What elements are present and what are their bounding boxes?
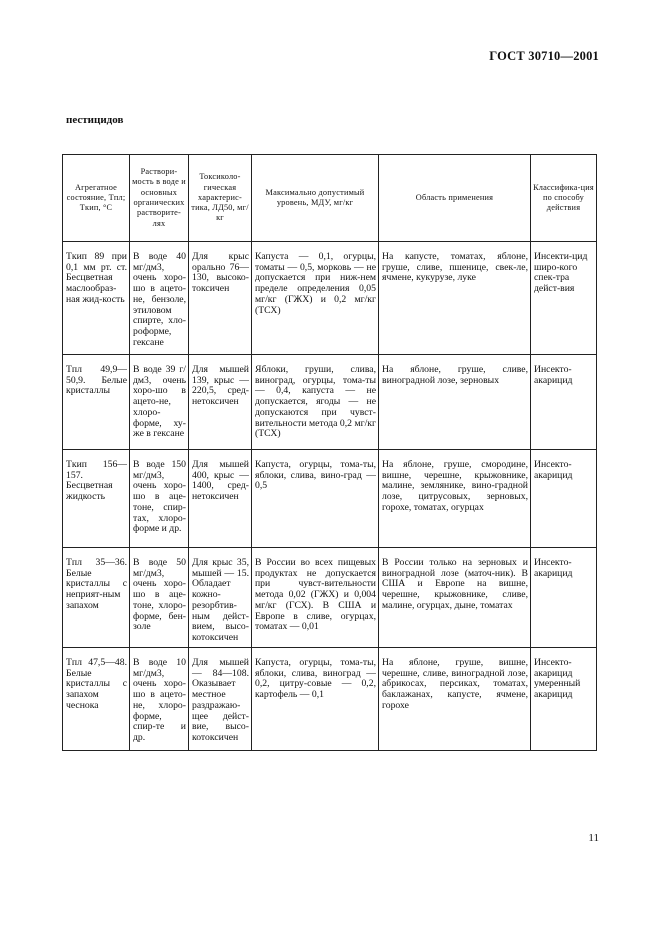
cell-solubility: В воде 10 мг/дм3, очень хоро-шо в ацето-не, хлоро-форме, спир-те и др.	[130, 648, 189, 751]
section-title: пестицидов	[66, 114, 124, 126]
cell-state: Tпл 47,5—48. Белые кристаллы с запахом чеснока	[63, 648, 130, 751]
col-header-classification: Классифика-ция по способу действия	[531, 155, 597, 242]
cell-solubility: В воде 50 мг/дм3, очень хоро-шо в аце-тоне, хлоро-форме, бен-золе	[130, 548, 189, 648]
cell-toxicity: Для мышей 139, крыс — 220,5, сред-нетоксичен	[189, 355, 252, 450]
cell-classification: Инсекто-акарицид	[531, 355, 597, 450]
cell-classification: Инсекто-акарицид	[531, 450, 597, 548]
cell-application: На яблоне, груше, смородине, вишне, черешне, крыжовнике, малине, землянике, вино-градной лозе, цитрусовых, зерновых, горохе, томатах, огурцах	[379, 450, 531, 548]
cell-mdu: Яблоки, груши, слива, виноград, огурцы, тома-ты — 0,4, капуста — не допускается, ягоды — не допускаются при чувст-вительности метода 0,2 мг/кг (ТСХ)	[252, 355, 379, 450]
cell-state: Tпл 35—36. Белые кристаллы с неприят-ным запахом	[63, 548, 130, 648]
cell-application: На капусте, томатах, яблоне, груше, сливе, пшенице, свек-ле, ячмене, кукурузе, луке	[379, 242, 531, 355]
cell-application: На яблоне, груше, вишне, черешне, сливе, виноградной лозе, абрикосах, персиках, томатах, баклажанах, капусте, ячмене, горохе	[379, 648, 531, 751]
col-header-toxicity: Токсиколо-гическая характерис-тика, ЛД50, мг/кг	[189, 155, 252, 242]
cell-application: В России только на зерновых и виноградной лозе (маточ-ник). В США и Европе на вишне, черешне, крыжовнике, сливе, малине, огурцах, дыне, томатах	[379, 548, 531, 648]
cell-solubility: В воде 150 мг/дм3, очень хоро-шо в аце-тоне, спир-тах, хлоро-форме и др.	[130, 450, 189, 548]
pesticide-table	[62, 154, 597, 751]
cell-application: На яблоне, груше, сливе, виноградной лозе, зерновых	[379, 355, 531, 450]
cell-solubility: В воде 39 г/дм3, очень хоро-шо в ацето-не, хлоро-форме, ху-же в гексане	[130, 355, 189, 450]
col-header-state: Агрегатное состояние, Tпл; Tкип, °С	[63, 155, 130, 242]
cell-toxicity: Для мышей — 84—108. Оказывает местное раздражаю-щее дейст-вие, высо-котоксичен	[189, 648, 252, 751]
col-header-solubility: Раствори-мость в воде и основных органических растворите-лях	[130, 155, 189, 242]
cell-classification: Инсекто-акарицид умеренный акарицид	[531, 648, 597, 751]
cell-mdu: Капуста — 0,1, огурцы, томаты — 0,5, морковь — не допускается при ниж-нем пределе определения 0,05 мг/кг (ГЖХ) и 0,2 мг/кг (ТСХ)	[252, 242, 379, 355]
cell-toxicity: Для крыс 35, мышей — 15. Обладает кожно-резорбтив-ным дейст-вием, высо-котоксичен	[189, 548, 252, 648]
cell-mdu: В России во всех пищевых продуктах не допускается при чувст-вительности метода 0,02 (ГЖХ) и 0,004 мг/кг (ГСХ). В США и Европе в сливе, огурцах, томатах — 0,01	[252, 548, 379, 648]
cell-toxicity: Для крыс орально 76—130, высоко-токсичен	[189, 242, 252, 355]
cell-toxicity: Для мышей 400, крыс — 1400, сред-нетоксичен	[189, 450, 252, 548]
col-header-application: Область применения	[379, 155, 531, 242]
table-row	[63, 548, 597, 648]
table-row	[63, 242, 597, 355]
cell-solubility: В воде 40 мг/дм3, очень хоро-шо в ацето-не, бензоле, этиловом спирте, хло-роформе, гексане	[130, 242, 189, 355]
table-row	[63, 355, 597, 450]
doc-code: ГОСТ 30710—2001	[489, 49, 599, 63]
table-header-row	[63, 155, 597, 242]
cell-state: Tкип 89 при 0,1 мм рт. ст. Бесцветная маслообраз-ная жид-кость	[63, 242, 130, 355]
page-number: 11	[588, 832, 599, 844]
cell-classification: Инсекти-цид широ-кого спек-тра дейст-вия	[531, 242, 597, 355]
table-row	[63, 648, 597, 751]
cell-mdu: Капуста, огурцы, тома-ты, яблоки, слива, вино-град — 0,5	[252, 450, 379, 548]
cell-mdu: Капуста, огурцы, тома-ты, яблоки, слива, виноград — 0,2, цитру-совые — 0,2, картофель — 0,1	[252, 648, 379, 751]
cell-state: Tкип 156—157. Бесцветная жидкость	[63, 450, 130, 548]
table-row	[63, 450, 597, 548]
col-header-mdu: Максимально допустимый уровень, МДУ, мг/кг	[252, 155, 379, 242]
cell-classification: Инсекто-акарицид	[531, 548, 597, 648]
cell-state: Tпл 49,9—50,9. Белые кристаллы	[63, 355, 130, 450]
